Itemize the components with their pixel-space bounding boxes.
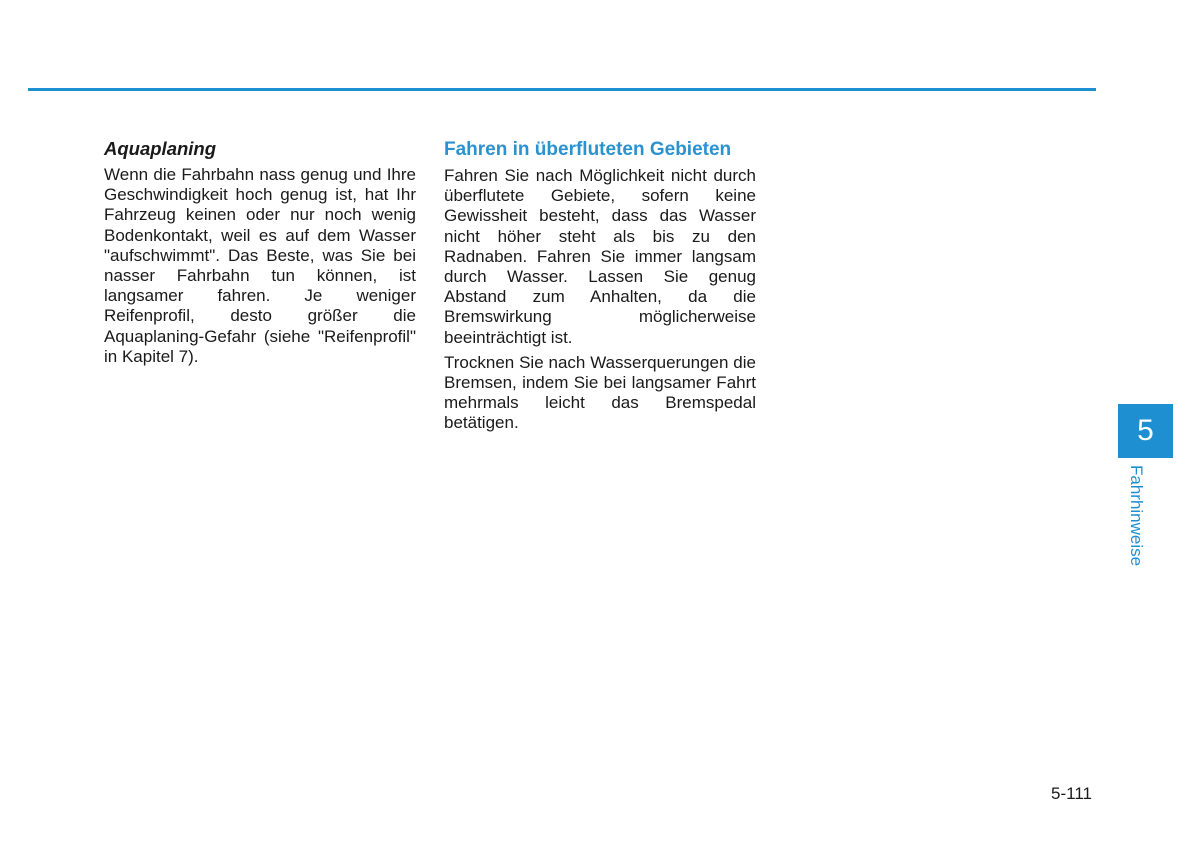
- flooded-areas-paragraph-1: Fahren Sie nach Möglichkeit nicht durch überflutete Gebiete, sofern keine Gewissheit besteht, dass das Wasser nicht höher steht als bis zu den Radnaben. Fahren Sie immer langsam durch Wasser. Lassen Sie genug Abstand zum Anhalten, da die Bremswirkung möglicherweise beeinträchtigt ist.: [444, 166, 756, 347]
- flooded-areas-paragraph-2: Trocknen Sie nach Wasserquerungen die Bremsen, indem Sie bei langsamer Fahrt mehrmals leicht das Bremspedal betätigen.: [444, 352, 756, 433]
- aquaplaning-subheading: Aquaplaning: [104, 138, 217, 159]
- left-column: [104, 138, 416, 372]
- flooded-areas-heading: Fahren in überfluteten Gebieten: [444, 139, 732, 160]
- page-number: 5-111: [1051, 784, 1092, 803]
- aquaplaning-paragraph: Wenn die Fahrbahn nass genug und Ihre Geschwindigkeit hoch genug ist, hat Ihr Fahrzeug keinen oder nur noch wenig Bodenkontakt, weil es auf dem Wasser "aufschwimmt". Das Beste, was Sie bei nasser Fahrbahn tun können, ist langsamer fahren. Je weniger Reifenprofil, desto größer die Aquaplaning-Gefahr (siehe "Reifenprofil" in Kapitel 7).: [104, 165, 416, 366]
- chapter-label: Fahrhinweise: [1127, 465, 1146, 567]
- top-divider-line: [28, 88, 1096, 91]
- chapter-number-tab: 5: [1118, 404, 1173, 458]
- right-column: [444, 138, 756, 439]
